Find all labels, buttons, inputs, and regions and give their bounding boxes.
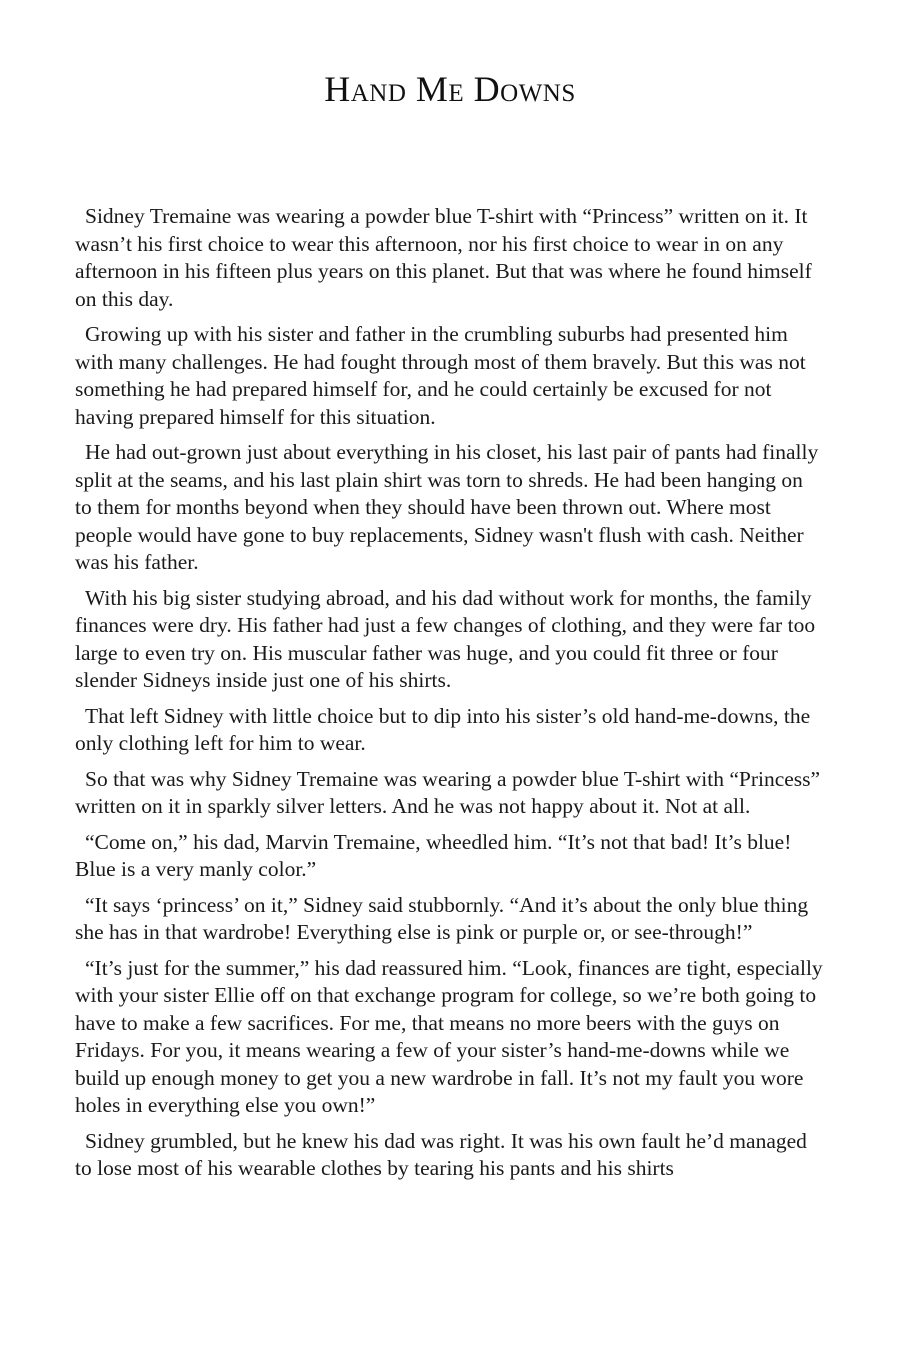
paragraph-5: That left Sidney with little choice but to dip into his sister’s old hand-me-downs, the only clothing left for him to wear. xyxy=(75,703,811,755)
paragraph-2: Growing up with his sister and father in the crumbling suburbs had presented him with many challenges. He had fought through most of them bravely. But this was not something he had prepared himself for, and he could certainly be excused for not having prepared himself for this situation. xyxy=(75,322,806,429)
paragraph-9: “It’s just for the summer,” his dad reassured him. “Look, finances are tight, especially with your sister Ellie off on that exchange program for college, so we’re both going to have to make a few sacrifices. For me, that means no more beers with the guys on Fridays. For you, it means wearing a few of your sister’s hand-me-downs while we build up enough money to get you a new wardrobe in fall. It’s not my fault you wore holes in everything else you own!” xyxy=(75,955,823,1117)
paragraph-3: He had out-grown just about everything in his closet, his last pair of pants had finally split at the seams, and his last plain shirt was torn to shreds. He had been hanging on to them for months beyond when they should have been thrown out. Where most people would have gone to buy replacements, Sidney wasn't flush with cash. Neither was his father. xyxy=(75,440,819,574)
chapter-title: Hand Me Downs xyxy=(324,69,576,109)
paragraph-8: “It says ‘princess’ on it,” Sidney said stubbornly. “And it’s about the only blue thing she has in that wardrobe! Everything else is pink or purple or, or see-through!” xyxy=(75,892,809,944)
paragraph-4: With his big sister studying abroad, and his dad without work for months, the family finances were dry. His father had just a few changes of clothing, and they were far too large to even try on. His muscular father was huge, and you could fit three or four slender Sidneys inside just one of his shirts. xyxy=(75,585,816,692)
paragraph-6: So that was why Sidney Tremaine was wearing a powder blue T-shirt with “Princess” written on it in sparkly silver letters. And he was not happy about it. Not at all. xyxy=(75,766,821,818)
paragraph-10: Sidney grumbled, but he knew his dad was right. It was his own fault he’d managed to lose most of his wearable clothes by tearing his pants and his shirts xyxy=(75,1128,807,1180)
paragraph-7: “Come on,” his dad, Marvin Tremaine, wheedled him. “It’s not that bad! It’s blue! Blue is a very manly color.” xyxy=(75,829,792,881)
paragraph-1: Sidney Tremaine was wearing a powder blue T-shirt with “Princess” written on it. It wasn’t his first choice to wear this afternoon, nor his first choice to wear in on any afternoon in his fifteen plus years on this planet. But that was where he found himself on this day. xyxy=(75,204,812,311)
chapter-body xyxy=(75,203,823,1191)
